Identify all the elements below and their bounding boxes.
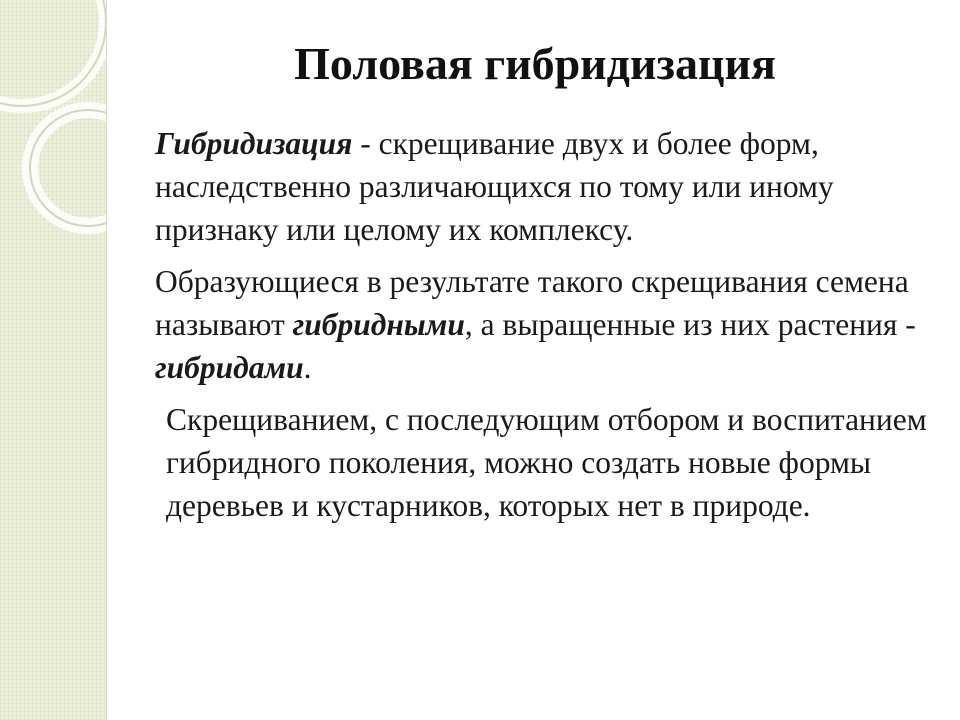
term-hybridization: Гибридизация [155,126,353,161]
term-hybrids: гибридами [155,350,304,385]
paragraph-hybrid-seeds [130,260,930,389]
slide-body [130,122,930,536]
definition-rest: наследственно различающихся по тому или иному признаку или целому их комплексу. [155,169,834,247]
hybrid-seeds-part1: Образующиеся в результате такого скрещивания семена называют [155,264,909,342]
definition-line1: - скрещивание двух и более форм, [352,126,819,161]
paragraph-hybridization-definition [130,122,930,251]
hybrid-seeds-part3: . [303,350,312,385]
term-hybrid-adjective: гибридными [292,307,465,342]
hybrid-seeds-part2: , а выращенные из них растения - [464,307,916,342]
decorative-circles-icon [0,0,106,260]
paragraph-crossing-selection: Скрещиванием, с последующим отбором и воспитанием гибридного поколения, можно создать новые формы деревьев и кустарников, которых нет в природе. [166,402,927,523]
slide-title: Половая гибридизация [294,38,776,89]
